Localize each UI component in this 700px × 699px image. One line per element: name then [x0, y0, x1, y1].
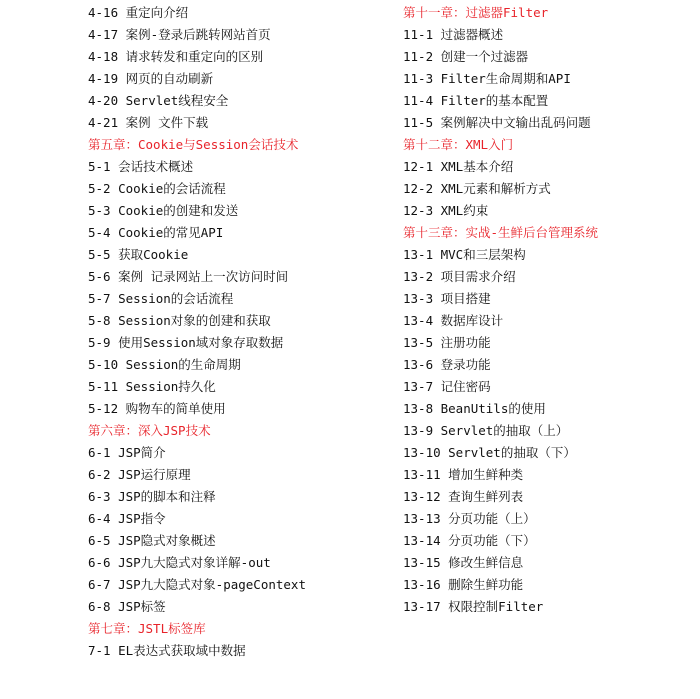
lesson-item: 4-19 网页的自动刷新 — [88, 71, 214, 86]
lesson-item: 13-5 注册功能 — [403, 335, 491, 350]
lesson-item: 6-4 JSP指令 — [88, 511, 166, 526]
lesson-item: 5-2 Cookie的会话流程 — [88, 181, 226, 196]
chapter-heading: 第十三章：实战-生鲜后台管理系统 — [403, 225, 599, 240]
lesson-item: 5-7 Session的会话流程 — [88, 291, 234, 306]
lesson-item: 5-12 购物车的简单使用 — [88, 401, 226, 416]
chapter-heading: 第五章：Cookie与Session会话技术 — [88, 137, 299, 152]
lesson-item: 13-14 分页功能（下） — [403, 533, 536, 548]
lesson-item: 4-17 案例-登录后跳转网站首页 — [88, 27, 271, 42]
lesson-item: 4-18 请求转发和重定向的区别 — [88, 49, 264, 64]
lesson-item: 4-20 Servlet线程安全 — [88, 93, 229, 108]
lesson-item: 7-1 EL表达式获取域中数据 — [88, 643, 246, 658]
lesson-item: 11-2 创建一个过滤器 — [403, 49, 529, 64]
lesson-item: 13-6 登录功能 — [403, 357, 491, 372]
lesson-item: 5-1 会话技术概述 — [88, 159, 194, 174]
lesson-item: 4-21 案例 文件下载 — [88, 115, 209, 130]
lesson-item: 13-1 MVC和三层架构 — [403, 247, 526, 262]
chapter-heading: 第十二章：XML入门 — [403, 137, 514, 152]
lesson-item: 5-4 Cookie的常见API — [88, 225, 224, 240]
right-column — [403, 2, 598, 618]
lesson-item: 5-10 Session的生命周期 — [88, 357, 241, 372]
lesson-item: 5-8 Session对象的创建和获取 — [88, 313, 271, 328]
left-column — [88, 2, 306, 662]
lesson-item: 11-4 Filter的基本配置 — [403, 93, 549, 108]
lesson-item: 13-12 查询生鲜列表 — [403, 489, 524, 504]
lesson-item: 4-16 重定向介绍 — [88, 5, 189, 20]
lesson-item: 6-7 JSP九大隐式对象-pageContext — [88, 577, 306, 592]
lesson-item: 13-11 增加生鲜种类 — [403, 467, 524, 482]
lesson-item: 6-5 JSP隐式对象概述 — [88, 533, 216, 548]
lesson-item: 13-4 数据库设计 — [403, 313, 504, 328]
lesson-item: 13-3 项目搭建 — [403, 291, 491, 306]
lesson-item: 11-1 过滤器概述 — [403, 27, 504, 42]
lesson-item: 6-3 JSP的脚本和注释 — [88, 489, 216, 504]
lesson-item: 13-15 修改生鲜信息 — [403, 555, 524, 570]
lesson-item: 13-8 BeanUtils的使用 — [403, 401, 546, 416]
lesson-item: 13-10 Servlet的抽取（下） — [403, 445, 576, 460]
chapter-heading: 第六章：深入JSP技术 — [88, 423, 211, 438]
lesson-item: 6-6 JSP九大隐式对象详解-out — [88, 555, 271, 570]
lesson-item: 13-16 删除生鲜功能 — [403, 577, 524, 592]
lesson-item: 13-13 分页功能（上） — [403, 511, 536, 526]
lesson-item: 6-1 JSP简介 — [88, 445, 166, 460]
lesson-item: 6-8 JSP标签 — [88, 599, 166, 614]
lesson-item: 5-11 Session持久化 — [88, 379, 216, 394]
lesson-item: 5-6 案例 记录网站上一次访问时间 — [88, 269, 289, 284]
lesson-item: 11-3 Filter生命周期和API — [403, 71, 571, 86]
lesson-item: 13-7 记住密码 — [403, 379, 491, 394]
chapter-heading: 第十一章：过滤器Filter — [403, 5, 549, 20]
lesson-item: 13-17 权限控制Filter — [403, 599, 544, 614]
lesson-item: 13-2 项目需求介绍 — [403, 269, 516, 284]
lesson-item: 11-5 案例解决中文输出乱码问题 — [403, 115, 591, 130]
lesson-item: 13-9 Servlet的抽取（上） — [403, 423, 569, 438]
lesson-item: 5-3 Cookie的创建和发送 — [88, 203, 239, 218]
lesson-item: 6-2 JSP运行原理 — [88, 467, 191, 482]
lesson-item: 5-5 获取Cookie — [88, 247, 189, 262]
lesson-item: 12-1 XML基本介绍 — [403, 159, 514, 174]
lesson-item: 12-2 XML元素和解析方式 — [403, 181, 551, 196]
lesson-item: 12-3 XML约束 — [403, 203, 489, 218]
lesson-item: 5-9 使用Session域对象存取数据 — [88, 335, 284, 350]
chapter-heading: 第七章：JSTL标签库 — [88, 621, 206, 636]
